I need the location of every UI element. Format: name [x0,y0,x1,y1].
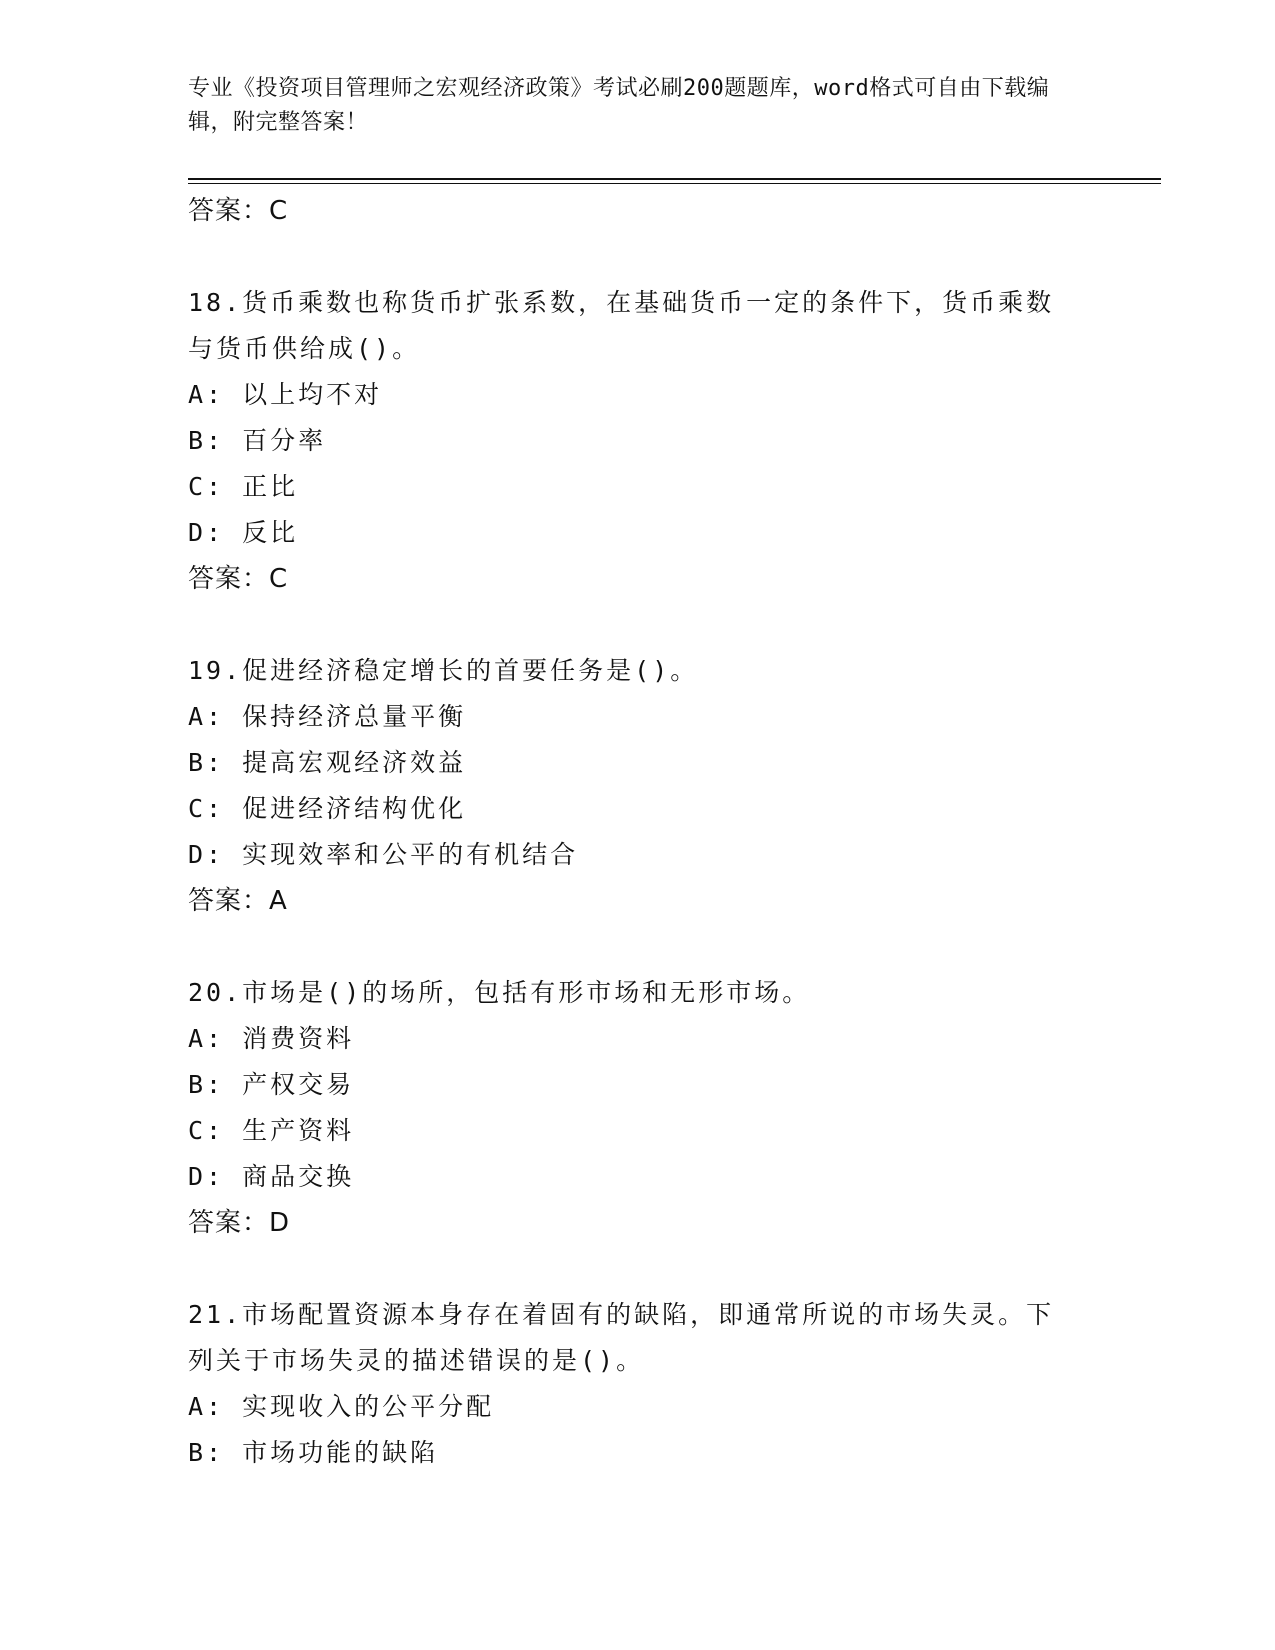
document-header: 专业《投资项目管理师之宏观经济政策》考试必刷200题题库，word格式可自由下载编辑，附完整答案！ [188,76,1050,135]
question-stem: 20.市场是()的场所，包括有形市场和无形市场。 [188,978,811,1007]
option-a: A: 保持经济总量平衡 [188,702,467,731]
option-d: D: 反比 [188,518,299,547]
question-19 [188,648,1088,924]
question-stem: 19.促进经济稳定增长的首要任务是()。 [188,656,699,685]
header-divider-thick [188,178,1161,180]
option-c: C: 生产资料 [188,1116,355,1145]
answer-line: 答案：D [188,1208,291,1238]
question-21 [188,1292,1088,1476]
option-a: A: 消费资料 [188,1024,355,1053]
option-b: B: 百分率 [188,426,327,455]
option-d: D: 商品交换 [188,1162,355,1191]
option-b: B: 产权交易 [188,1070,355,1099]
option-b: B: 市场功能的缺陷 [188,1438,439,1467]
question-stem: 与货币供给成()。 [188,334,421,363]
header-divider-thin [188,183,1161,184]
question-stem: 21.市场配置资源本身存在着固有的缺陷，即通常所说的市场失灵。下 [188,1300,1055,1329]
option-a: A: 以上均不对 [188,380,383,409]
question-18 [188,280,1088,602]
option-a: A: 实现收入的公平分配 [188,1392,495,1421]
answer-line: 答案：C [188,196,289,226]
question-20 [188,970,1088,1246]
question-stem: 列关于市场失灵的描述错误的是()。 [188,1346,645,1375]
question-list [188,188,1088,1476]
option-d: D: 实现效率和公平的有机结合 [188,840,579,869]
answer-line: 答案：A [188,886,288,916]
option-b: B: 提高宏观经济效益 [188,748,467,777]
option-c: C: 正比 [188,472,299,501]
question-stem: 18.货币乘数也称货币扩张系数，在基础货币一定的条件下，货币乘数 [188,288,1055,317]
option-c: C: 促进经济结构优化 [188,794,467,823]
answer-line: 答案：C [188,564,289,594]
